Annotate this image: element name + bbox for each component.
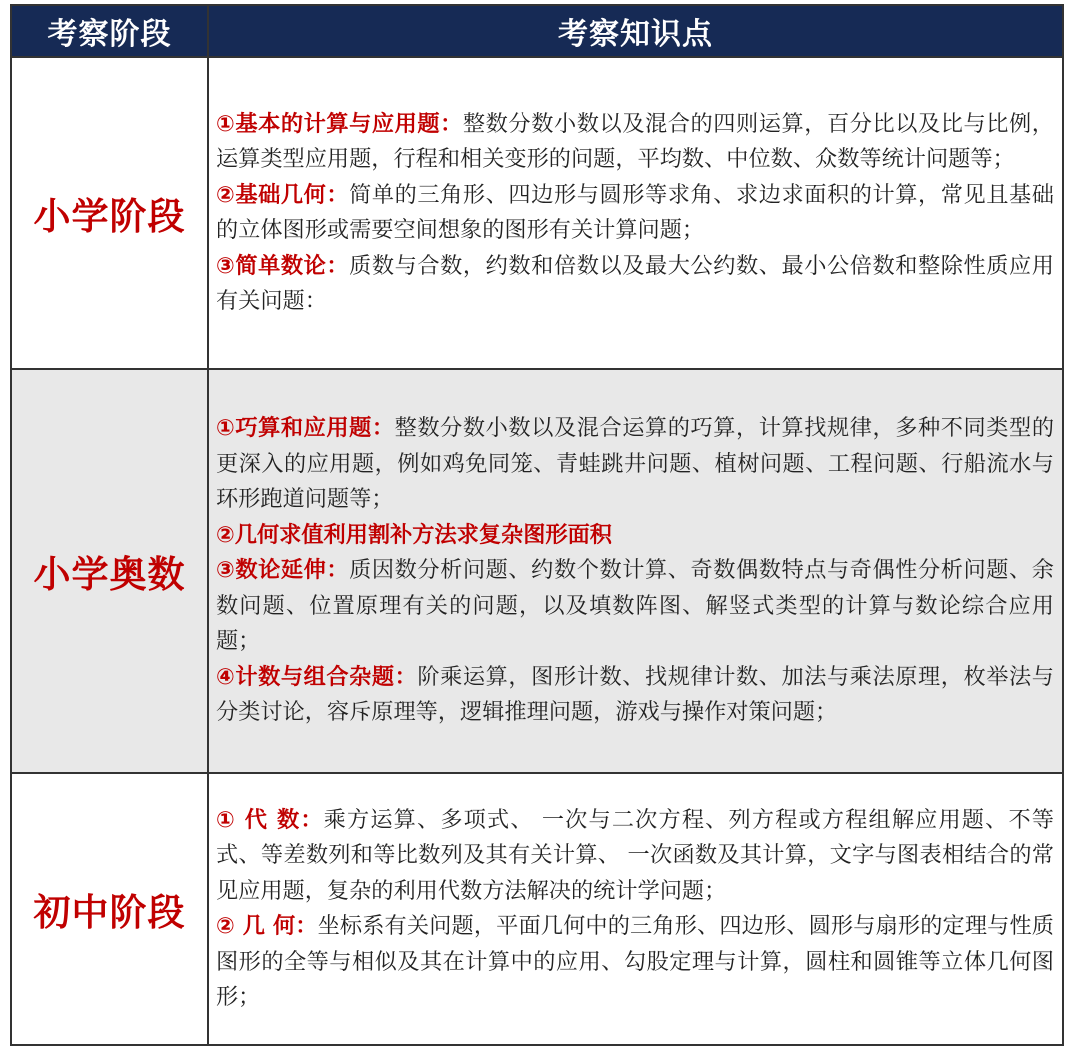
content-cell-junior-high bbox=[209, 772, 1062, 1044]
knowledge-item-title: ③数论延伸： bbox=[216, 557, 350, 584]
stage-cell-olympiad: 小学奥数 bbox=[12, 368, 209, 772]
knowledge-item-title: ②几何求值利用割补方法求复杂图形面积 bbox=[216, 521, 612, 548]
knowledge-item bbox=[216, 107, 1054, 178]
knowledge-item-title: ②基础几何： bbox=[216, 181, 350, 208]
knowledge-item bbox=[216, 909, 1054, 1016]
content-cell-olympiad bbox=[209, 368, 1062, 772]
curriculum-table bbox=[10, 4, 1064, 1046]
knowledge-item-title: ④计数与组合杂题： bbox=[216, 663, 418, 690]
knowledge-item bbox=[216, 803, 1054, 910]
header-stage: 考察阶段 bbox=[12, 6, 209, 56]
knowledge-item bbox=[216, 553, 1054, 660]
knowledge-item-title: ② 几 何： bbox=[216, 913, 318, 939]
knowledge-item bbox=[216, 178, 1054, 249]
knowledge-item-text: 整数分数小数以及混合运算的巧算，计算找规律，多种不同类型的更深入的应用题，例如鸡免同笼、青蛙跳井问题、植树问题、工程问题、行船流水与环形跑道问题等； bbox=[216, 415, 1055, 513]
knowledge-item-title: ①基本的计算与应用题： bbox=[216, 110, 463, 137]
knowledge-item-text: 整数分数小数以及混合的四则运算，百分比以及比与比例，运算类型应用题，行程和相关变形的问题，平均数、中位数、众数等统计问题等； bbox=[216, 110, 1054, 172]
knowledge-item-text: 质数与合数，约数和倍数以及最大公约数、最小公倍数和整除性质应用有关问题： bbox=[216, 252, 1054, 314]
knowledge-item bbox=[216, 660, 1054, 731]
stage-cell-primary: 小学阶段 bbox=[12, 56, 209, 368]
knowledge-item-title: ①巧算和应用题： bbox=[216, 415, 395, 442]
knowledge-item-text: 阶乘运算，图形计数、找规律计数、加法与乘法原理，枚举法与分类讨论，容斥原理等，逻辑推理问题，游戏与操作对策问题； bbox=[216, 663, 1054, 726]
knowledge-item-text: 乘方运算、多项式、 一次与二次方程、列方程或方程组解应用题、不等式、等差数列和等比数列及其有关计算、 一次函数及其计算，文字与图表相结合的常见应用题，复杂的利用代数方法解决的统计学问题； bbox=[216, 806, 1054, 904]
knowledge-item bbox=[216, 249, 1054, 320]
knowledge-item-title: ③简单数论： bbox=[216, 252, 350, 279]
content-cell-primary bbox=[209, 56, 1062, 368]
header-knowledge: 考察知识点 bbox=[209, 6, 1062, 56]
knowledge-item-text: 质因数分析问题、约数个数计算、奇数偶数特点与奇偶性分析问题、余数问题、位置原理有关的问题，以及填数阵图、解竖式类型的计算与数论综合应用题； bbox=[216, 557, 1054, 655]
knowledge-item bbox=[216, 518, 1054, 554]
knowledge-item-title: ① 代 数： bbox=[216, 806, 324, 833]
knowledge-item-text: 简单的三角形、四边形与圆形等求角、求边求面积的计算，常见且基础的立体图形或需要空间想象的图形有关计算问题； bbox=[216, 181, 1054, 243]
knowledge-item-text: 坐标系有关问题，平面几何中的三角形、四边形、圆形与扇形的定理与性质图形的全等与相似及其在计算中的应用、勾股定理与计算，圆柱和圆锥等立体几何图形； bbox=[216, 913, 1054, 1010]
knowledge-item bbox=[216, 411, 1054, 518]
stage-cell-junior-high: 初中阶段 bbox=[12, 772, 209, 1044]
